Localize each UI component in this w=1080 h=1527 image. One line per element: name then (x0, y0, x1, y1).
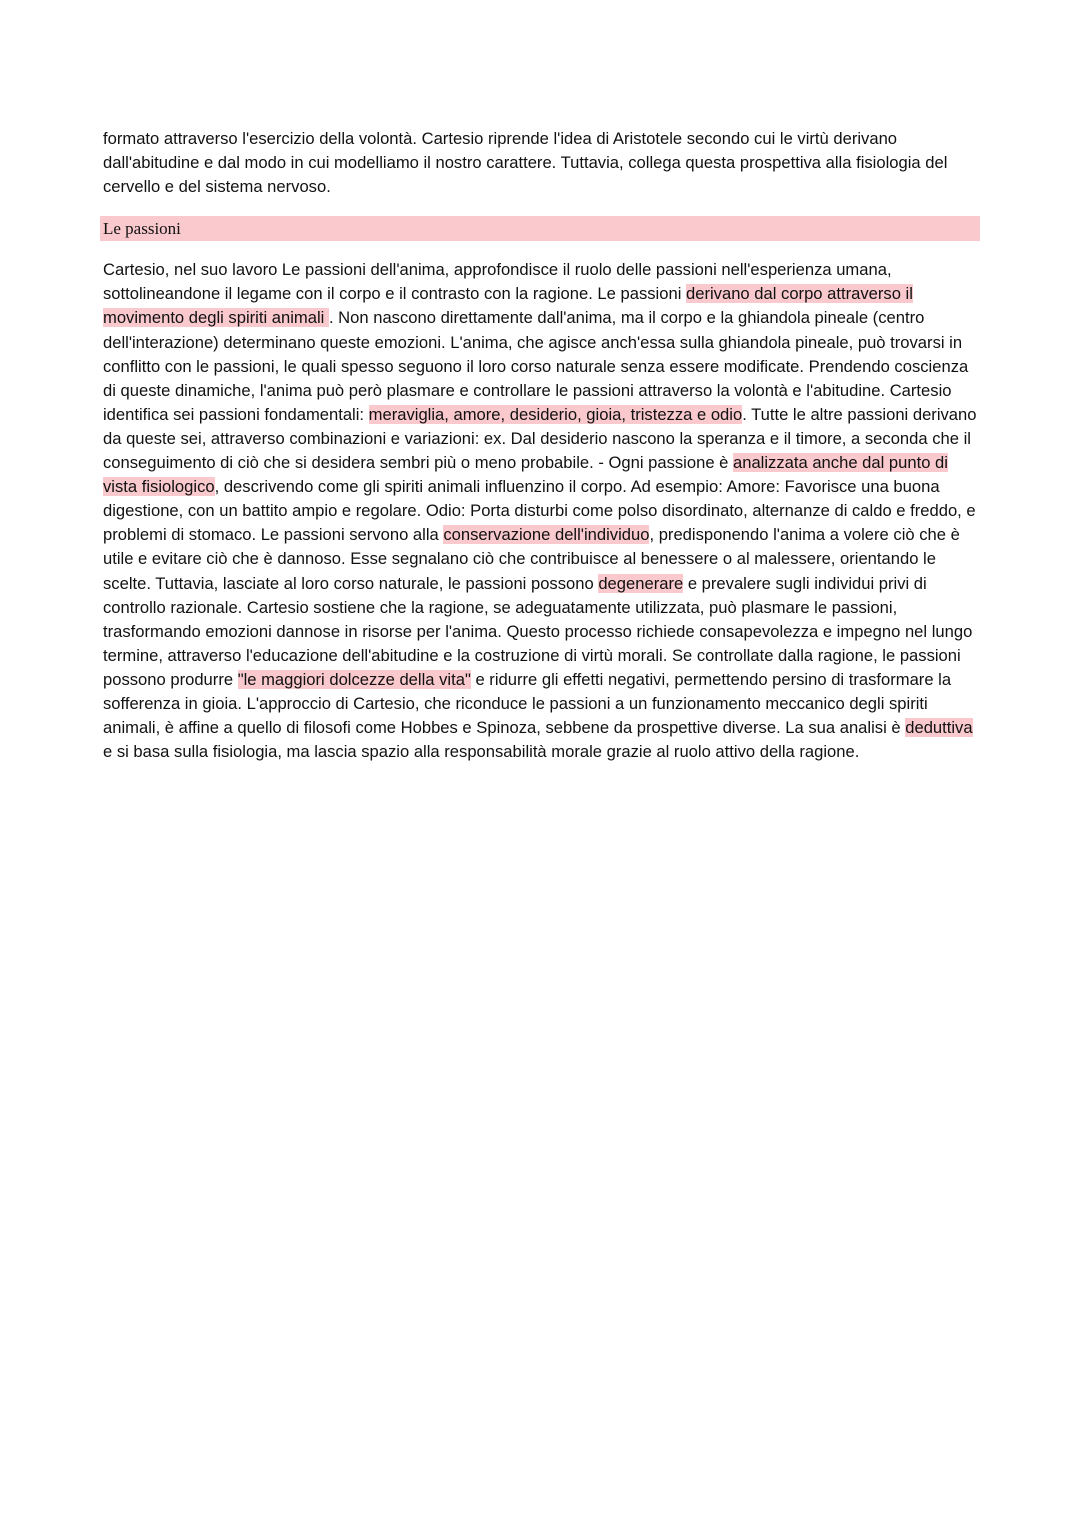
highlighted-phrase: derivano dal corpo attraverso il movimento degli spiriti animali (103, 284, 913, 328)
document-content (103, 127, 981, 764)
paragraph-text: Cartesio, nel suo lavoro Le passioni dell'anima, approfondisce il ruolo delle passioni nell'esperienza umana, sottolineandone il legame con il corpo e il contrasto con la ragione. Le passioni (103, 260, 892, 304)
highlighted-phrase: "le maggiori dolcezze della vita" (237, 669, 471, 689)
paragraph-text: e prevalere sugli individui privi di controllo razionale. Cartesio sostiene che la ragione, se adeguatamente utilizzata, può plasmare le passioni, trasformando emozioni dannose in risorse per l'anima. Questo processo richiede consapevolezza e impegno nel lungo termine, attraverso l'educazione dell'abitudine e la costruzione di virtù morali. Se controllate dalla ragione, le passioni possono produrre (103, 573, 973, 689)
paragraph-text: . Non nascono direttamente dall'anima, ma il corpo e la ghiandola pineale (centro dell'interazione) determinano queste emozioni. L'anima, che agisce anch'essa sulla ghiandola pineale, può trovarsi in conflitto con le passioni, le quali spesso seguono il loro corso naturale senza essere modificate. Prendendo coscienza di queste dinamiche, l'anima può però plasmare e controllare le passioni attraverso la volontà e l'abitudine. Cartesio identifica sei passioni fondamentali: (103, 308, 969, 424)
paragraph-text: e si basa sulla fisiologia, ma lascia spazio alla responsabilità morale grazie al ruolo attivo della ragione. (103, 742, 860, 762)
highlighted-phrase: conservazione dell'individuo (443, 525, 650, 545)
highlighted-phrase: analizzata anche dal punto di vista fisiologico (103, 453, 948, 497)
paragraph-text: , descrivendo come gli spiriti animali influenzino il corpo. Ad esempio: Amore: Favorisce una buona digestione, con un battito ampio e regolare. Odio: Porta disturbi come polso disordinato, alternanze di caldo e freddo, e problemi di stomaco. Le passioni servono alla (103, 477, 976, 545)
highlighted-phrase: degenerare (598, 573, 684, 593)
section-heading: Le passioni (100, 216, 980, 241)
highlighted-phrase: meraviglia, amore, desiderio, gioia, tristezza e odio (368, 404, 743, 424)
paragraph-text: . Tutte le altre passioni derivano da queste sei, attraverso combinazioni e variazioni: ex. Dal desiderio nascono la speranza e il timore, a seconda che il conseguimento di ciò che si desidera sembri più o meno probabile. - Ogni passione è (103, 404, 977, 473)
intro-paragraph: formato attraverso l'esercizio della volontà. Cartesio riprende l'idea di Aristotele secondo cui le virtù derivano dall'abitudine e dal modo in cui modelliamo il nostro carattere. Tuttavia, collega questa prospettiva alla fisiologia del cervello e del sistema nervoso. (103, 129, 948, 197)
highlighted-phrase: deduttiva (905, 718, 973, 738)
paragraph-text: e ridurre gli effetti negativi, permettendo persino di trasformare la sofferenza in gioia. L'approccio di Cartesio, che riconduce le passioni a un funzionamento meccanico degli spiriti animali, è affine a quello di filosofi come Hobbes e Spinoza, sebbene da prospettive diverse. La sua analisi è (103, 669, 952, 738)
main-paragraph (103, 258, 981, 764)
paragraph-text: , predisponendo l'anima a volere ciò che è utile e evitare ciò che è dannoso. Esse segnalano ciò che contribuisce al benessere o al malessere, orientando le scelte. Tuttavia, lasciate al loro corso naturale, le passioni possono (103, 525, 960, 593)
